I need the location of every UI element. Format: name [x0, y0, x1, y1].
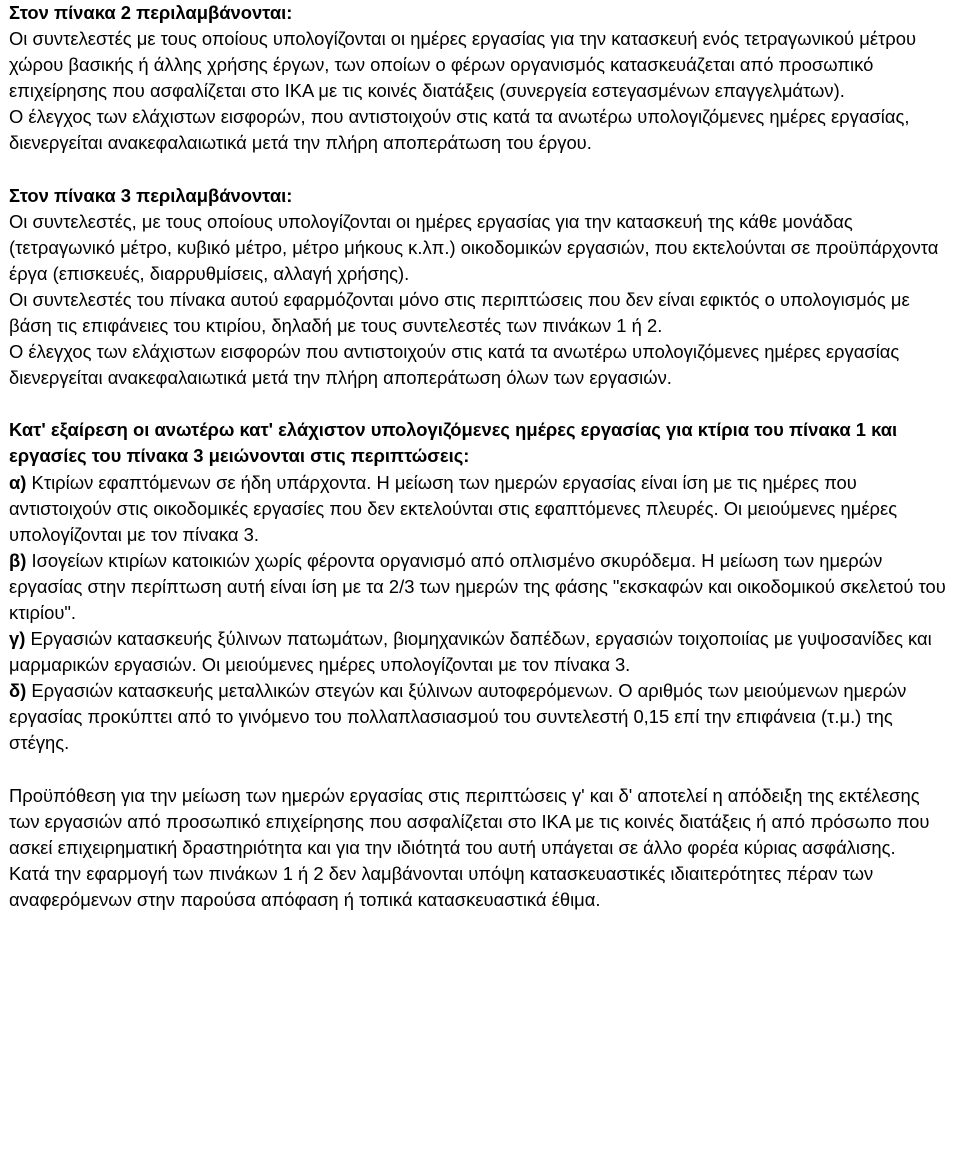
list-item — [9, 678, 953, 756]
list-item-marker: β) — [9, 549, 27, 571]
list-item-text: Κτιρίων εφαπτόμενων σε ήδη υπάρχοντα. Η μείωση των ημερών εργασίας είναι ίση με τις ημέρες που αντιστοιχούν στις οικοδομικές εργασίες που δεν εκτελούνται στις εφαπτόμενες πλευρές. Οι μειούμενες ημέρες υπολογίζονται με τον πίνακα 3. — [9, 471, 898, 545]
section-table-2 — [9, 0, 953, 157]
paragraph: Προϋπόθεση για την μείωση των ημερών εργασίας στις περιπτώσεις γ' και δ' αποτελεί η απόδειξη της εκτέλεσης των εργασιών από προσωπικό επιχείρησης που ασφαλίζεται στο ΙΚΑ με τις κοινές διατάξεις ή από πρόσωπο που ασκεί επιχειρηματική δραστηριότητα και για την ιδιότητά του αυτή υπάγεται σε άλλο φορέα κύριας ασφάλισης. — [9, 784, 930, 858]
paragraph: Ο έλεγχος των ελάχιστων εισφορών, που αντιστοιχούν στις κατά τα ανωτέρω υπολογιζόμενες ημέρες εργασίας, διενεργείται ανακεφαλαιωτικά μετά την πλήρη αποπεράτωση του έργου. — [9, 106, 910, 154]
section-heading: Κατ' εξαίρεση οι ανωτέρω κατ' ελάχιστον υπολογιζόμενες ημέρες εργασίας για κτίρια του πίνακα 1 και εργασίες του πίνακα 3 μειώνονται στις περιπτώσεις: — [9, 419, 898, 467]
list-item-marker: γ) — [9, 628, 26, 650]
list-item-text: Εργασιών κατασκευής μεταλλικών στεγών και ξύλινων αυτοφερόμενων. Ο αριθμός των μειούμενων ημερών εργασίας προκύπτει από το γινόμενο του πολλαπλασιασμού του συντελεστή 0,15 επί την επιφάνεια (τ.μ.) της στέγης. — [9, 680, 907, 754]
list-item-marker: δ) — [9, 680, 27, 702]
list-item-marker: α) — [9, 471, 27, 493]
list-item-text: Εργασιών κατασκευής ξύλινων πατωμάτων, βιομηχανικών δαπέδων, εργασιών τοιχοποιίας με γυψοσανίδες και μαρμαρικών εργασιών. Οι μειούμενες ημέρες υπολογίζονται με τον πίνακα 3. — [9, 628, 932, 676]
paragraph: Κατά την εφαρμογή των πινάκων 1 ή 2 δεν λαμβάνονται υπόψη κατασκευαστικές ιδιαιτερότητες πέραν των αναφερόμενων στην παρούσα απόφαση ή τοπικά κατασκευαστικά έθιμα. — [9, 862, 874, 910]
paragraph: Οι συντελεστές με τους οποίους υπολογίζονται οι ημέρες εργασίας για την κατασκευή ενός τετραγωνικού μέτρου χώρου βασικής ή άλλης χρήσης έργων, των οποίων ο φέρων οργανισμός κατασκευάζεται από προσωπικό επιχείρησης που ασφαλίζεται στο ΙΚΑ με τις κοινές διατάξεις (συνεργεία εστεγασμένων επαγγελμάτων). — [9, 28, 917, 102]
section-table-3 — [9, 183, 953, 392]
paragraph: Ο έλεγχος των ελάχιστων εισφορών που αντιστοιχούν στις κατά τα ανωτέρω υπολογιζόμενες ημέρες εργασίας διενεργείται ανακεφαλαιωτικά μετά την πλήρη αποπεράτωση όλων των εργασιών. — [9, 341, 900, 389]
list-item — [9, 548, 953, 626]
list-item — [9, 626, 953, 678]
section-exceptions — [9, 417, 953, 756]
section-conditions — [9, 783, 953, 913]
list-item — [9, 470, 953, 548]
section-heading: Στον πίνακα 2 περιλαμβάνονται: — [9, 2, 293, 23]
paragraph: Οι συντελεστές, με τους οποίους υπολογίζονται οι ημέρες εργασίας για την κατασκευή της κάθε μονάδας (τετραγωνικό μέτρο, κυβικό μέτρο, μέτρο μήκους κ.λπ.) οικοδομικών εργασιών, που εκτελούνται σε προϋπάρχοντα έργα (επισκευές, διαρρυθμίσεις, αλλαγή χρήσης). — [9, 210, 939, 284]
paragraph: Οι συντελεστές του πίνακα αυτού εφαρμόζονται μόνο στις περιπτώσεις που δεν είναι εφικτός ο υπολογισμός με βάση τις επιφάνειες του κτιρίου, δηλαδή με τους συντελεστές των πινάκων 1 ή 2. — [9, 288, 910, 337]
list-item-text: Ισογείων κτιρίων κατοικιών χωρίς φέροντα οργανισμό από οπλισμένο σκυρόδεμα. Η μείωση των ημερών εργασίας στην περίπτωση αυτή είναι ίση με τα 2/3 των ημερών της φάσης "εκσκαφών και οικοδομικού σκελετού του κτιρίου". — [9, 549, 946, 623]
section-heading: Στον πίνακα 3 περιλαμβάνονται: — [9, 184, 293, 206]
